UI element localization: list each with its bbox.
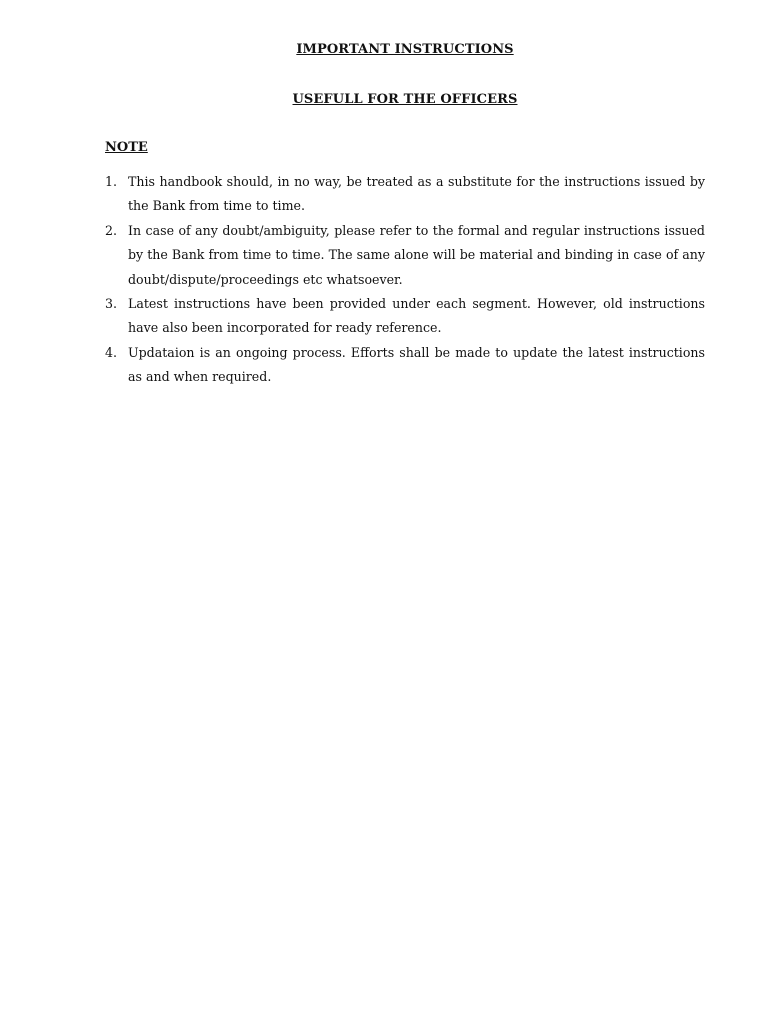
list-item [105,341,705,390]
list-item-number: 3. [105,296,118,312]
list-item [105,170,705,219]
list-item-number: 4. [105,344,118,360]
document-subtitle: USEFULL FOR THE OFFICERS [292,92,518,107]
list-item-text: Updataion is an ongoing process. Efforts shall be made to update the latest instructions as and when required. [128,344,705,385]
list-item-text: Latest instructions have been provided under each segment. However, old instructions have also been incorporated for ready reference. [128,296,705,336]
document-title: IMPORTANT INSTRUCTIONS [296,42,514,57]
list-item-number: 2. [105,222,118,238]
list-item [105,292,705,341]
list-item-text: This handbook should, in no way, be treated as a substitute for the instructions issued by the Bank from time to time. [128,174,705,214]
list-item-number: 1. [105,174,118,189]
instruction-list [105,170,705,390]
list-item [105,219,705,292]
note-label: NOTE [105,140,148,155]
list-item-text: In case of any doubt/ambiguity, please refer to the formal and regular instructions issued by the Bank from time to time. The same alone will be material and binding in case of any doubt/dispute/proceedings etc whatsoever. [128,222,705,287]
